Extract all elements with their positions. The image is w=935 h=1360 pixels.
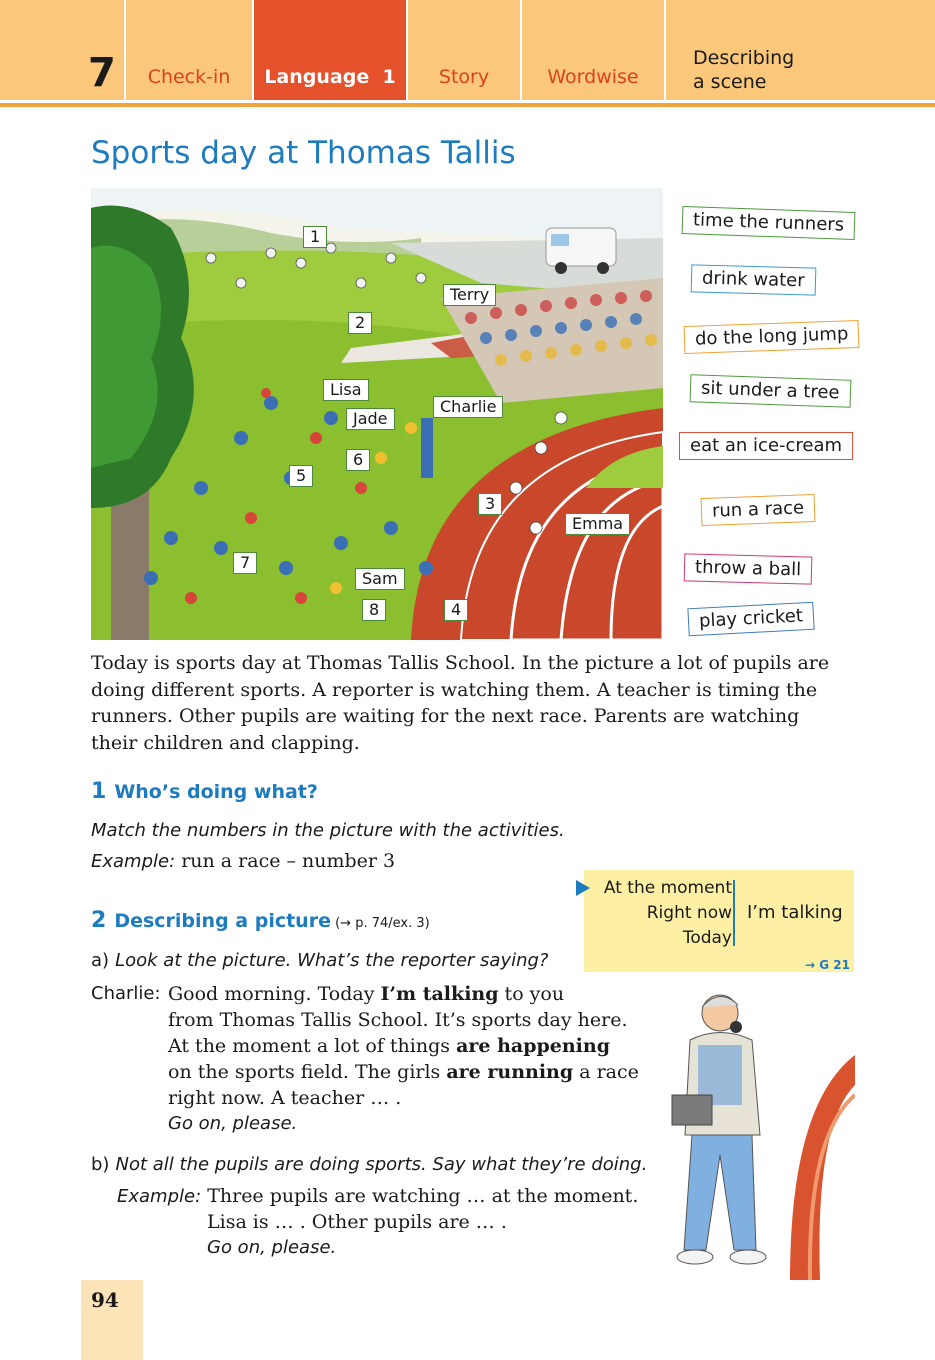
grammar-example: I’m talking — [747, 902, 843, 923]
sports-day-illustration — [91, 188, 663, 640]
picture-label-emma: Emma — [565, 513, 630, 535]
chapter-number-cell — [0, 0, 126, 100]
page-number: 94 — [91, 1288, 119, 1312]
grammar-time-words: At the moment Right now Today — [603, 878, 732, 948]
grammar-divider — [733, 880, 735, 946]
dialogue-line-5: right now. A teacher … . — [168, 1087, 402, 1109]
activity-time-the-runners: time the runners — [682, 206, 856, 240]
picture-label-charlie: Charlie — [433, 396, 503, 418]
picture-label-8: 8 — [362, 599, 386, 621]
exercise-1-heading: 1 Who’s doing what? — [91, 779, 318, 804]
picture-label-4: 4 — [444, 599, 468, 621]
tab-check-in[interactable]: Check-in — [126, 0, 254, 100]
picture-label-1: 1 — [303, 226, 327, 248]
tab-language-1[interactable]: Language 1 — [254, 0, 408, 100]
exercise-1-example: Example: run a race – number 3 — [91, 850, 396, 872]
activity-run-a-race: run a race — [701, 494, 816, 526]
activity-sit-under-a-tree: sit under a tree — [690, 374, 851, 408]
picture-label-sam: Sam — [355, 568, 405, 590]
exercise-2b-instruction: b) Not all the pupils are doing sports. Say what they’re doing. — [91, 1154, 648, 1175]
grammar-box — [584, 870, 854, 972]
page-title: Sports day at Thomas Tallis — [91, 135, 516, 171]
picture-label-3: 3 — [478, 493, 502, 515]
picture-label-terry: Terry — [443, 284, 496, 306]
activity-play-cricket: play cricket — [687, 602, 814, 637]
dialogue-line-2: from Thomas Tallis School. It’s sports day here. — [168, 1009, 628, 1031]
picture-label-6: 6 — [346, 449, 370, 471]
dialogue-line-4: on the sports field. The girls are running a race — [168, 1061, 639, 1083]
page-number-box — [81, 1280, 143, 1360]
play-arrow-icon — [576, 880, 590, 896]
chapter-number: 7 — [88, 50, 116, 96]
picture-label-5: 5 — [289, 465, 313, 487]
exercise-2b-example: Example: Three pupils are watching … at the moment. — [117, 1185, 639, 1207]
activity-throw-a-ball: throw a ball — [684, 553, 813, 584]
speaker-label: Charlie: — [91, 983, 161, 1004]
reporter-illustration — [640, 985, 855, 1280]
exercise-2a-instruction: a) Look at the picture. What’s the reporter saying? — [91, 950, 549, 971]
picture-label-lisa: Lisa — [323, 379, 369, 401]
header-underline — [0, 103, 935, 107]
picture-label-2: 2 — [348, 312, 372, 334]
activity-do-the-long-jump: do the long jump — [684, 320, 860, 354]
exercise-2-heading: 2 Describing a picture (→ p. 74/ex. 3) — [91, 908, 430, 933]
grammar-reference-link[interactable]: → G 21 — [805, 958, 850, 972]
intro-paragraph: Today is sports day at Thomas Tallis School. In the picture a lot of pupils are doing different sports. A reporter is watching them. A teacher is timing the runners. Other pupils are waiting for the next race. Parents are watching their children and clapping. — [91, 652, 830, 754]
picture-label-7: 7 — [233, 552, 257, 574]
dialogue-line-3: At the moment a lot of things are happening — [168, 1035, 611, 1057]
dialogue-line-6: Go on, please. — [168, 1113, 298, 1134]
picture-label-jade: Jade — [346, 408, 395, 430]
activity-eat-an-ice-cream: eat an ice-cream — [679, 432, 853, 460]
exercise-2b-line-3: Go on, please. — [207, 1237, 337, 1258]
section-title: Describing a scene — [693, 47, 795, 93]
exercise-1-instruction: Match the numbers in the picture with the activities. — [91, 820, 565, 841]
exercise-2b-line-2: Lisa is … . Other pupils are … . — [207, 1211, 507, 1233]
tab-wordwise[interactable]: Wordwise — [522, 0, 666, 100]
tab-story[interactable]: Story — [408, 0, 522, 100]
activity-drink-water: drink water — [691, 264, 816, 295]
dialogue-line-1: Good morning. Today I’m talking to you — [168, 983, 565, 1005]
